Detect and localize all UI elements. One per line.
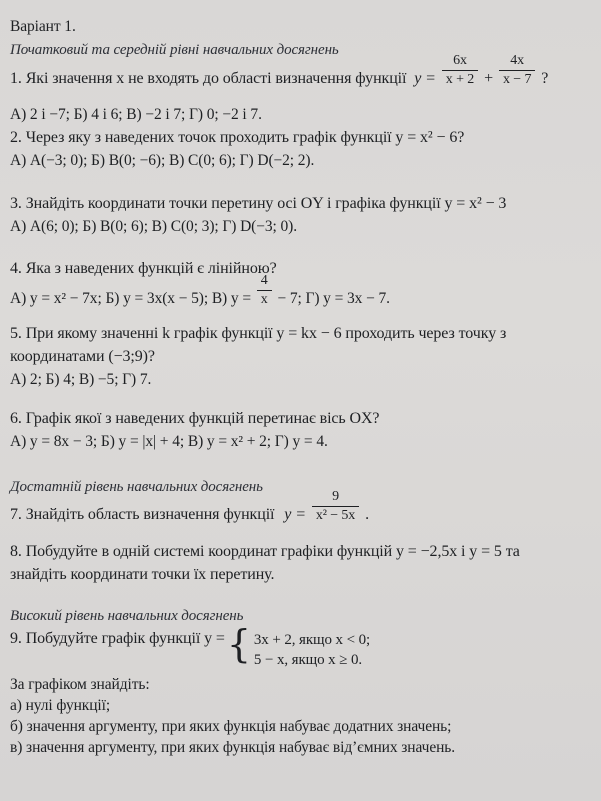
question-1 bbox=[10, 52, 549, 88]
question-1-answers: А) 2 і −7; Б) 4 і 6; В) −2 і 7; Г) 0; −2 і 7. bbox=[10, 106, 262, 123]
fraction-1-numerator: 6x bbox=[453, 52, 467, 68]
question-4-answers-end: − 7; Г) y = 3x − 7. bbox=[277, 290, 390, 307]
section-sufficient-heading: Достатній рівень навчальних досягнень bbox=[10, 479, 263, 495]
fraction-2-denominator: x − 7 bbox=[499, 70, 535, 88]
question-4-numerator: 4 bbox=[260, 272, 268, 288]
question-5-line-2: координатами (−3;9)? bbox=[10, 348, 155, 365]
question-9 bbox=[10, 622, 371, 670]
question-9-item-c: в) значення аргументу, при яких функція набуває від’ємних значень. bbox=[10, 739, 456, 756]
question-9-text: 9. Побудуйте графік функції y = bbox=[10, 630, 225, 647]
question-1-plus: + bbox=[484, 70, 494, 87]
question-1-fraction-2 bbox=[499, 53, 535, 88]
fraction-2-numerator: 4x bbox=[510, 52, 525, 68]
question-3-answers: А) А(6; 0); Б) В(0; 6); В) С(0; 3); Г) D(−3; 0). bbox=[10, 218, 297, 235]
question-4: 4. Яка з наведених функцій є лінійною? bbox=[10, 260, 277, 277]
piecewise-case-1: 3x + 2, якщо x < 0; bbox=[253, 632, 371, 648]
question-4-denominator: x bbox=[257, 290, 272, 308]
fraction-1-denominator: x + 2 bbox=[442, 70, 478, 88]
question-1-fraction-1 bbox=[442, 53, 478, 88]
piecewise-cases bbox=[254, 630, 370, 670]
question-2: 2. Через яку з наведених точок проходить графік функції y = x² − 6? bbox=[10, 129, 465, 146]
question-7 bbox=[10, 488, 370, 524]
section-high-heading: Високий рівень навчальних досягнень bbox=[10, 608, 244, 624]
question-3: 3. Знайдіть координати точки перетину осі OY і графіка функції y = x² − 3 bbox=[10, 195, 507, 212]
question-1-text: 1. Які значення x не входять до області визначення функції bbox=[10, 70, 407, 87]
question-9-item-a: а) нулі функції; bbox=[10, 697, 111, 714]
variant-title: Варіант 1. bbox=[10, 18, 76, 35]
question-8-line-2: знайдіть координати точки їх перетину. bbox=[10, 566, 275, 583]
question-1-qmark: ? bbox=[541, 70, 549, 87]
question-7-fraction bbox=[312, 489, 359, 524]
piecewise-brace: { bbox=[226, 622, 251, 666]
question-9-item-b: б) значення аргументу, при яких функція набуває додатних значень; bbox=[10, 718, 452, 735]
question-5-answers: А) 2; Б) 4; В) −5; Г) 7. bbox=[10, 371, 152, 388]
question-4-answers-start: А) y = x² − 7x; Б) y = 3x(x − 5); В) y = bbox=[10, 290, 251, 307]
question-4-answers bbox=[10, 272, 390, 308]
question-6: 6. Графік якої з наведених функцій перетинає вісь OX? bbox=[10, 410, 380, 427]
question-8-line-1: 8. Побудуйте в одній системі координат графіки функцій y = −2,5x і y = 5 та bbox=[10, 543, 520, 560]
question-2-answers: А) А(−3; 0); Б) В(0; −6); В) С(0; 6); Г) D(−2; 2). bbox=[10, 152, 315, 169]
question-7-denominator: x² − 5x bbox=[312, 506, 359, 524]
question-7-y: y = bbox=[284, 506, 306, 523]
question-7-dot: . bbox=[365, 506, 370, 523]
question-5-line-1: 5. При якому значенні k графік функції y = kx − 6 проходить через точку з bbox=[10, 325, 507, 342]
question-7-text: 7. Знайдіть область визначення функції bbox=[10, 506, 275, 523]
question-4-fraction bbox=[257, 273, 272, 308]
piecewise-case-2: 5 − x, якщо x ≥ 0. bbox=[253, 652, 363, 668]
question-6-answers: А) y = 8x − 3; Б) y = |x| + 4; В) y = x² + 2; Г) y = 4. bbox=[10, 433, 328, 450]
question-1-y: y = bbox=[414, 70, 436, 87]
section-basic-heading: Початковий та середній рівні навчальних досягнень bbox=[10, 42, 339, 58]
question-7-numerator: 9 bbox=[332, 488, 339, 504]
question-9-from-graph: За графіком знайдіть: bbox=[10, 676, 150, 693]
